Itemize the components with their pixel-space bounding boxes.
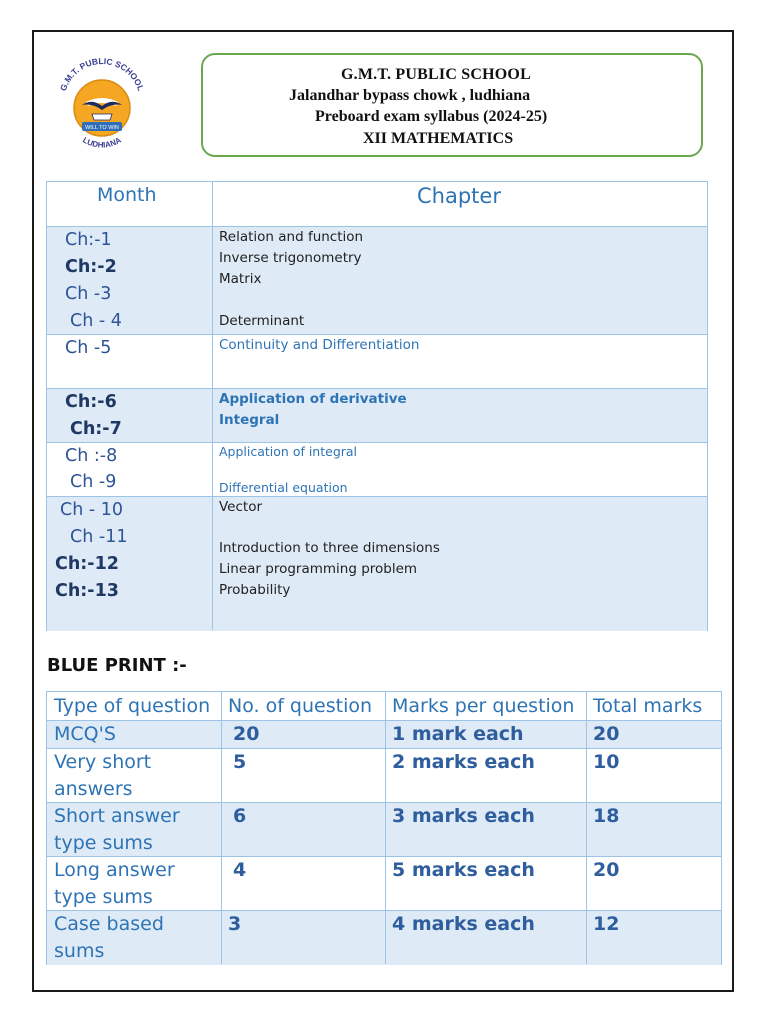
blueprint-column-divider: [385, 692, 386, 964]
syllabus-divider: [47, 334, 707, 335]
chapter-number: Ch:-12: [55, 554, 119, 574]
total-marks: 18: [593, 805, 620, 827]
marks-per-question: 4 marks each: [392, 913, 535, 935]
school-name: G.M.T. PUBLIC SCHOOL: [341, 66, 531, 83]
chapter-topic: Differential equation: [219, 480, 348, 495]
blueprint-column-divider: [221, 692, 222, 964]
marks-per-question: 3 marks each: [392, 805, 535, 827]
total-marks: 20: [593, 723, 620, 745]
syllabus-divider: [47, 496, 707, 497]
question-count: 4: [233, 859, 247, 881]
question-type: Short answer: [54, 805, 180, 827]
blueprint-divider: [47, 720, 721, 721]
chapter-topic: Linear programming problem: [219, 561, 418, 577]
blueprint-table: [46, 691, 722, 965]
total-marks: 20: [593, 859, 620, 881]
school-address: Jalandhar bypass chowk , ludhiana: [289, 87, 531, 104]
chapter-topic: Probability: [219, 582, 291, 598]
chapter-topic: Determinant: [219, 313, 305, 329]
total-marks: 10: [593, 751, 620, 773]
syllabus-divider: [47, 388, 707, 389]
chapter-topic: Introduction to three dimensions: [219, 540, 440, 556]
blueprint-title: BLUE PRINT :-: [47, 655, 187, 676]
logo-ribbon-text: WILL TO WIN: [85, 125, 119, 131]
question-type: Very short: [54, 751, 152, 773]
question-type: type sums: [54, 832, 153, 854]
question-count: 6: [233, 805, 247, 827]
svg-text:LUDHIANA: [81, 135, 123, 149]
syllabus-row-shade-1: [47, 227, 707, 334]
marks-per-question: 5 marks each: [392, 859, 535, 881]
chapter-number: Ch - 10: [60, 500, 124, 520]
chapter-number: Ch:-2: [65, 257, 117, 277]
chapter-number: Ch -9: [70, 472, 117, 492]
chapter-topic: Integral: [219, 412, 280, 428]
month-column-header: Month: [97, 184, 157, 206]
logo-ring-text-bottom: LUDHIANA: [81, 135, 123, 150]
school-header-box: [201, 53, 703, 157]
chapter-number: Ch:-7: [70, 419, 122, 439]
question-count: 5: [233, 751, 247, 773]
chapter-number: Ch:-6: [65, 392, 117, 412]
chapter-number: Ch:-13: [55, 581, 119, 601]
blueprint-header-cell: Marks per question: [392, 695, 575, 717]
question-type: Case based: [54, 913, 164, 935]
chapter-topic: Relation and function: [219, 229, 364, 245]
chapter-topic: Continuity and Differentiation: [219, 337, 420, 353]
chapter-number: Ch:-1: [65, 230, 112, 250]
syllabus-divider: [47, 226, 707, 227]
chapter-topic: Vector: [219, 499, 263, 515]
chapter-number: Ch -11: [70, 527, 128, 547]
marks-per-question: 1 mark each: [392, 723, 524, 745]
question-type: type sums: [54, 886, 153, 908]
chapter-number: Ch -3: [65, 284, 112, 304]
syllabus-table: [46, 181, 708, 631]
syllabus-column-divider: [212, 182, 213, 630]
exam-title: Preboard exam syllabus (2024-25): [315, 108, 548, 125]
question-count: 20: [233, 723, 260, 745]
blueprint-header-cell: Type of question: [54, 695, 211, 717]
total-marks: 12: [593, 913, 620, 935]
blueprint-column-divider: [586, 692, 587, 964]
chapter-topic: Matrix: [219, 271, 262, 287]
chapter-column-header: Chapter: [417, 184, 501, 208]
question-type: MCQ'S: [54, 723, 116, 745]
chapter-topic: Application of integral: [219, 444, 358, 459]
chapter-topic: Inverse trigonometry: [219, 250, 362, 266]
chapter-topic: Application of derivative: [219, 391, 407, 407]
blueprint-header-cell: Total marks: [593, 695, 703, 717]
chapter-number: Ch :-8: [65, 446, 118, 466]
question-type: sums: [54, 940, 105, 962]
blueprint-row-shade: [47, 721, 721, 748]
chapter-number: Ch -5: [65, 338, 112, 358]
school-logo: [52, 50, 152, 158]
blueprint-header-cell: No. of question: [228, 695, 373, 717]
question-type: Long answer: [54, 859, 175, 881]
marks-per-question: 2 marks each: [392, 751, 535, 773]
question-type: answers: [54, 778, 133, 800]
logo-ring-text-top: G.M.T. PUBLIC SCHOOL: [57, 55, 147, 93]
subject-title: XII MATHEMATICS: [363, 130, 514, 147]
syllabus-divider: [47, 442, 707, 443]
chapter-number: Ch - 4: [70, 311, 122, 331]
question-count: 3: [228, 913, 242, 935]
